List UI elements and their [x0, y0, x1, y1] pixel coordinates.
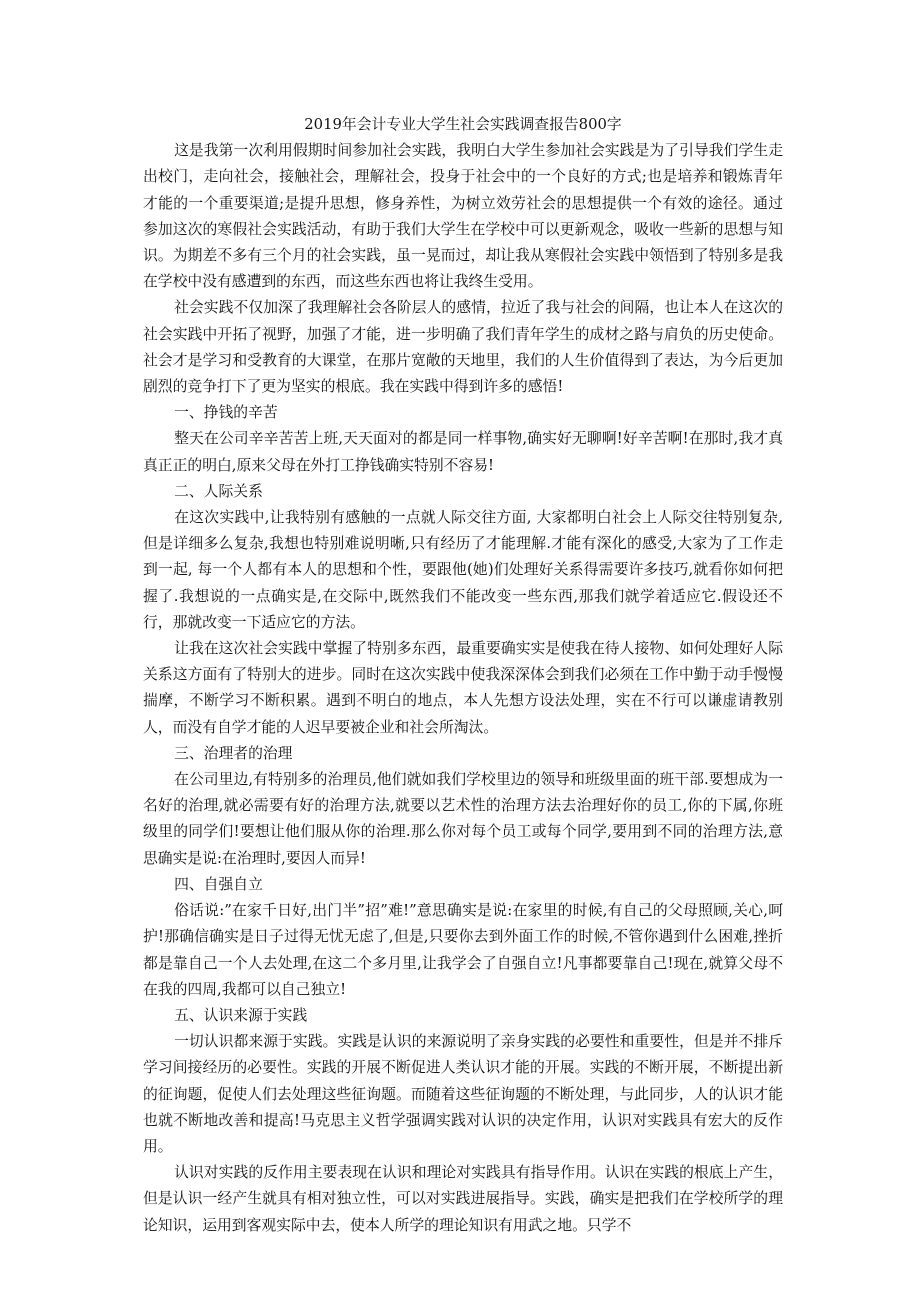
- body-paragraph: 这是我第一次利用假期时间参加社会实践，我明白大学生参加社会实践是为了引导我们学生走出校门，走向社会，接触社会，理解社会，投身于社会中的一个良好的方式;也是培养和锻炼青年才能的一个重要渠道;是提升思想，修身养性，为树立效劳社会的思想提供一个有效的途径。通过参加这次的寒假社会实践活动，有助于我们大学生在学校中可以更新观念，吸收一些新的思想与知识。为期差不多有三个月的社会实践，虽一晃而过，却让我从寒假社会实践中领悟到了特别多是我在学校中没有感遭到的东西，而这些东西也将让我终生受用。: [143, 142, 783, 291]
- body-paragraph: 一切认识都来源于实践。实践是认识的来源说明了亲身实践的必要性和重要性，但是并不排斥学习间接经历的必要性。实践的开展不断促进人类认识才能的开展。实践的不断开展，不断提出新的征询题，促使人们去处理这些征询题。而随着这些征询题的不断处理，与此同步，人的认识才能也就不断地改善和提高!马克思主义哲学强调实践对认识的决定作用，认识对实践具有宏大的反作用。: [143, 1033, 783, 1155]
- document-body: [143, 138, 783, 1239]
- section-heading: 三、治理者的治理: [174, 744, 293, 762]
- section-heading: 五、认识来源于实践: [174, 1006, 308, 1024]
- body-paragraph: 整天在公司辛辛苦苦上班,天天面对的都是同一样事物,确实好无聊啊!好辛苦啊!在那时,我才真真正正的明白,原来父母在外打工挣钱确实特别不容易!: [143, 430, 783, 474]
- body-paragraph: 社会实践不仅加深了我理解社会各阶层人的感情，拉近了我与社会的间隔，也让本人在这次的社会实践中开拓了视野，加强了才能，进一步明确了我们青年学生的成材之路与肩负的历史使命。社会才是学习和受教育的大课堂，在那片宽敞的天地里，我们的人生价值得到了表达，为今后更加剧烈的竞争打下了更为坚实的根底。我在实践中得到许多的感悟!: [143, 299, 783, 396]
- body-paragraph: 认识对实践的反作用主要表现在认识和理论对实践具有指导作用。认识在实践的根底上产生，但是认识一经产生就具有相对独立性，可以对实践进展指导。实践，确实是把我们在学校所学的理论知识，运用到客观实际中去，使本人所学的理论知识有用武之地。只学不: [143, 1164, 783, 1234]
- body-paragraph: 让我在这次社会实践中掌握了特别多东西，最重要确实实是使我在待人接物、如何处理好人际关系这方面有了特别大的进步。同时在这次实践中使我深深体会到我们必须在工作中勤于动手慢慢揣摩，不断学习不断积累。遇到不明白的地点，本人先想方设法处理，实在不行可以谦虚请教别人，而没有自学才能的人迟早要被企业和社会所淘汰。: [143, 640, 783, 736]
- document-title: 2019年会计专业大学生社会实践调查报告800字: [304, 116, 622, 133]
- document-page: [143, 112, 783, 1239]
- body-paragraph: 在公司里边,有特别多的治理员,他们就如我们学校里边的领导和班级里面的班干部.要想成为一名好的治理,就必需要有好的治理方法,就要以艺术性的治理方法去治理好你的员工,你的下属,你班级里的同学们!要想让他们服从你的治理.那么你对每个员工或每个同学,要用到不同的治理方法,意思确实是说:在治理时,要因人而异!: [143, 771, 783, 867]
- body-paragraph: 俗话说:”在家千日好,出门半”招”难!”意思确实是说:在家里的时候,有自己的父母照顾,关心,呵护!那确信确实是日子过得无忧无虑了,但是,只要你去到外面工作的时候,不管你遇到什么困难,挫折都是靠自己一个人去处理,在这二个多月里,让我学会了自强自立!凡事都要靠自己!现在,就算父母不在我的四周,我都可以自己独立!: [143, 902, 783, 998]
- section-heading: 四、自强自立: [174, 875, 263, 893]
- section-heading: 一、挣钱的辛苦: [174, 404, 278, 422]
- section-heading: 二、人际关系: [174, 482, 263, 500]
- body-paragraph: 在这次实践中,让我特别有感触的一点就人际交往方面, 大家都明白社会上人际交往特别复杂,但是详细多么复杂,我想也特别难说明晰,只有经历了才能理解.才能有深化的感受,大家为了工作走到一起, 每一个人都有本人的思想和个性，要跟他(她)们处理好关系得需要许多技巧,就看你如何把握了.我想说的一点确实是,在交际中,既然我们不能改变一些东西,那我们就学着适应它.假设还不行，那就改变一下适应它的方法。: [143, 509, 783, 631]
